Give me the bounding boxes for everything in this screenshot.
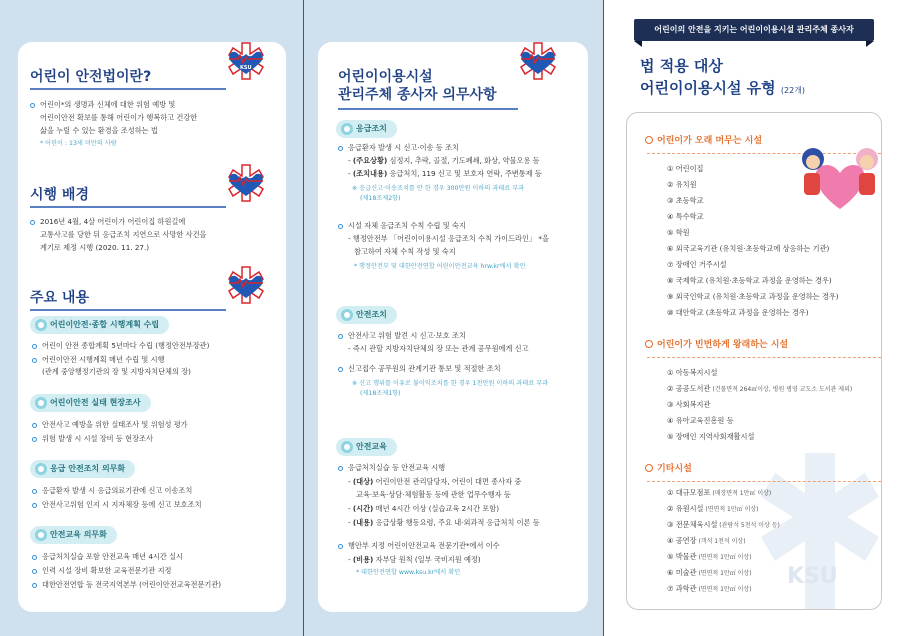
training-line-5: - (내용) 응급상황 행동요령, 주요 내·외과적 응급처치 이론 등 (348, 518, 540, 527)
facility-3-5: ⑤ 박물관 (면면적 1만㎡ 이상) (667, 552, 752, 561)
education-item-1: 응급처치실습 포함 안전교육 매년 4시간 실시 (42, 552, 183, 561)
bullet-icon (338, 224, 343, 229)
bullet-icon (30, 103, 35, 108)
bullet-icon (32, 423, 37, 428)
facility-types-box (626, 112, 882, 610)
facility-1-5: ⑤ 학원 (667, 228, 690, 237)
circle-icon (35, 397, 47, 409)
facility-2-2: ② 공공도서관 (건물면적 264㎡이상, 병원 병영 교도소 도서관 제외) (667, 384, 853, 393)
dashed-divider (647, 481, 881, 482)
firstaid-line-2: - (주요상황) 심정지, 추락, 골절, 기도폐쇄, 화상, 약물오용 등 (348, 156, 540, 165)
circle-icon (645, 340, 653, 348)
bullet-icon (338, 544, 343, 549)
emergency-item-2: 안전사고위험 인지 시 지자체장 등에 신고 보호조치 (42, 500, 202, 509)
ksu-logo-icon (226, 42, 266, 80)
law-line-3: 삶을 누릴 수 있는 환경을 조성하는 법 (40, 126, 158, 135)
card-middle (318, 42, 588, 612)
firstaid-note-1: ※ 응급신고·이송조치를 안 한 경우 300만원 이하의 과태료 부과 (352, 185, 525, 192)
section-title-main: 주요 내용 (30, 290, 89, 306)
bullet-icon (338, 367, 343, 372)
plan-item-1: 어린이 안전 종합계획 5년마다 수립 (행정안전부장관) (42, 341, 210, 350)
circle-icon (35, 529, 47, 541)
target-title-2: 어린이이용시설 유형 (22개) (640, 79, 806, 97)
bullet-icon (338, 466, 343, 471)
panel-left (0, 0, 303, 636)
ksu-logo-icon (226, 266, 266, 304)
bullet-icon (32, 437, 37, 442)
sub-first-aid: 응급조치 (336, 120, 397, 138)
education-item-2: 인력 시설 장비 확보한 교육전문기관 지정 (42, 566, 172, 575)
bullet-icon (32, 583, 37, 588)
plan-item-2: 어린이안전 시행계획 매년 수립 및 시행 (42, 355, 165, 364)
dashed-divider (647, 357, 881, 358)
facility-1-10: ⑩ 대안학교 (초등학교 과정을 운영하는 경우) (667, 308, 809, 317)
facility-1-6: ⑥ 외국교육기관 (유치원·초등학교에 상응하는 기관) (667, 244, 830, 253)
facility-1-9: ⑨ 외국인학교 (유치원·초등학교 과정을 운영하는 경우) (667, 292, 839, 301)
section-title-law: 어린이 안전법이란? (30, 69, 152, 85)
law-line-2: 어린이안전 확보를 통해 어린이가 행복하고 건강한 (40, 113, 198, 122)
sub-education: 안전교육 의무화 (30, 526, 117, 544)
facility-2-3: ③ 사회복지관 (667, 400, 711, 409)
duties-title-2: 관리주체 종사자 의무사항 (338, 87, 497, 103)
title-underline (30, 88, 226, 90)
sub-emergency: 응급 안전조치 의무화 (30, 460, 135, 478)
panel-right (603, 0, 900, 636)
card-left (18, 42, 286, 612)
bullet-icon (338, 334, 343, 339)
facility-2-4: ④ 유아교육진흥원 등 (667, 416, 734, 425)
bullet-icon (32, 358, 37, 363)
bullet-icon (32, 344, 37, 349)
circle-icon (341, 441, 353, 453)
plan-item-3: (관계 중앙행정기관의 장 및 지방자치단체의 장) (42, 367, 191, 376)
safety-line-3: 신고접수 공무원의 관계기관 통보 및 적절한 조치 (348, 364, 501, 373)
law-line-1: 어린이*의 생명과 신체에 대한 위험 예방 및 (40, 100, 176, 109)
circle-icon (341, 309, 353, 321)
training-line-3: 교육·보육·상담·체험활동 등에 관한 업무수행자 등 (356, 490, 511, 499)
education-item-3: 대한안전연합 등 전국지역본부 (어린이안전교육전문기관) (42, 580, 222, 589)
facility-3-3: ③ 전문체육시설 (관람석 5천석 이상 등) (667, 520, 780, 529)
title-underline (30, 206, 226, 208)
bg-line-3: 계기로 제정 시행 (2020. 11. 27.) (40, 243, 150, 252)
ksu-logo-icon (226, 164, 266, 202)
title-underline (30, 309, 226, 311)
training-line-7: - (비용) 자부담 원칙 (일부 국비지원 예정) (348, 555, 481, 564)
svg-text:KSU: KSU (787, 564, 838, 589)
bullet-icon (32, 489, 37, 494)
circle-icon (341, 123, 353, 135)
header-banner: 어린이의 안전을 지키는 어린이이용시설 관리주체 종사자 (634, 19, 874, 41)
bg-line-1: 2016년 4월, 4살 어린이가 어린이집 하원길에 (40, 217, 186, 226)
training-line-1: 응급처치실습 등 안전교육 시행 (348, 463, 446, 472)
firstaid-line-5: - 행정안전부 「어린이이용시설 응급조치 수칙 가이드라인」 *을 (348, 234, 549, 243)
facility-3-6: ⑥ 미술관 (면면적 1만㎡ 이상) (667, 568, 752, 577)
logo-text: KSU (240, 65, 252, 71)
facility-1-7: ⑦ 장애인 거주시설 (667, 260, 727, 269)
safety-note-2: (제18조제1항) (360, 390, 401, 397)
panel-middle (303, 0, 603, 636)
bullet-icon (338, 146, 343, 151)
firstaid-line-3: - (조치내용) 응급처치, 119 신고 및 보호자 연락, 주변통제 등 (348, 169, 542, 178)
facility-3-4: ④ 공연장 (객석 1천석 이상) (667, 536, 746, 545)
training-note: * 대한안전연합 www.ksu.kr에서 확인 (356, 569, 461, 576)
firstaid-note-2: (제18조제2항) (360, 195, 401, 202)
sub-safety: 안전조치 (336, 306, 397, 324)
facility-1-1: ① 어린이집 (667, 164, 704, 173)
children-heart-illustration-icon (799, 143, 881, 213)
facility-3-1: ① 대규모점포 (매장면적 1만㎡ 이상) (667, 488, 772, 497)
category-frequent-visit: 어린이가 빈번하게 왕래하는 시설 (645, 339, 788, 351)
facility-1-8: ⑧ 국제학교 (유치원·초등학교 과정을 운영하는 경우) (667, 276, 832, 285)
survey-item-2: 위험 발생 시 시설 장비 등 현장조사 (42, 434, 153, 443)
facility-2-1: ① 아동복지시설 (667, 368, 718, 377)
facility-3-2: ② 유원시설 (면면적 1만㎡ 이상) (667, 504, 759, 513)
bg-line-2: 교통사고를 당한 뒤 응급조치 지연으로 사망한 사건을 (40, 230, 207, 239)
firstaid-line-1: 응급환자 발생 시 신고·이송 등 조치 (348, 143, 459, 152)
safety-line-1: 안전사고 위험 발견 시 신고·보호 조치 (348, 331, 466, 340)
duties-title-1: 어린이이용시설 (338, 69, 433, 85)
section-title-background: 시행 배경 (30, 187, 89, 203)
ksu-logo-icon (518, 42, 558, 80)
facility-1-2: ② 유치원 (667, 180, 697, 189)
sub-survey: 어린이안전 실태 현장조사 (30, 394, 151, 412)
title-underline (338, 108, 518, 110)
bullet-icon (32, 569, 37, 574)
emergency-item-1: 응급환자 발생 시 응급의료기관에 신고 이송조치 (42, 486, 193, 495)
circle-icon (35, 319, 47, 331)
sub-training: 안전교육 (336, 438, 397, 456)
firstaid-line-6: 참고하여 자체 수칙 작성 및 숙지 (354, 247, 456, 256)
training-line-4: - (시간) 매년 4시간 이상 (실습교육 2시간 포함) (348, 504, 500, 513)
firstaid-note-3: * 행정안전부 및 대한안전연합 어린이안전교육 hrw.kr에서 확인 (354, 263, 526, 270)
safety-line-2: - 즉시 관할 지방자치단체의 장 또는 관계 공무원에게 신고 (348, 344, 529, 353)
safety-note-1: ※ 신고 행위를 이유로 불이익조치를 한 경우 1천만원 이하의 과태료 부과 (352, 380, 549, 387)
bullet-icon (32, 503, 37, 508)
sub-plan: 어린이안전·종합 시행계획 수립 (30, 316, 169, 334)
facility-1-3: ③ 초등학교 (667, 196, 704, 205)
circle-icon (645, 136, 653, 144)
circle-icon (35, 463, 47, 475)
circle-icon (645, 464, 653, 472)
category-other: 기타시설 (645, 463, 692, 475)
category-long-stay: 어린이가 오래 머무는 시설 (645, 135, 762, 147)
law-note: * 어린이 : 13세 미만의 사람 (40, 140, 117, 147)
facility-3-7: ⑦ 과학관 (면면적 1만㎡ 이상) (667, 584, 752, 593)
survey-item-1: 안전사고 예방을 위한 실태조사 및 위험성 평가 (42, 420, 188, 429)
training-line-2: - (대상) 어린이안전 관리담당자, 어린이 대면 종사자 중 (348, 477, 522, 486)
facility-1-4: ④ 특수학교 (667, 212, 704, 221)
target-title-1: 법 적용 대상 (640, 57, 723, 75)
training-line-6: 행안부 지정 어린이안전교육 전문기관*에서 이수 (348, 541, 500, 550)
bullet-icon (30, 220, 35, 225)
bullet-icon (32, 555, 37, 560)
firstaid-line-4: 시설 자체 응급조치 수칙 수립 및 숙지 (348, 221, 466, 230)
facility-2-5: ⑤ 장애인 지역사회재활시설 (667, 432, 755, 441)
